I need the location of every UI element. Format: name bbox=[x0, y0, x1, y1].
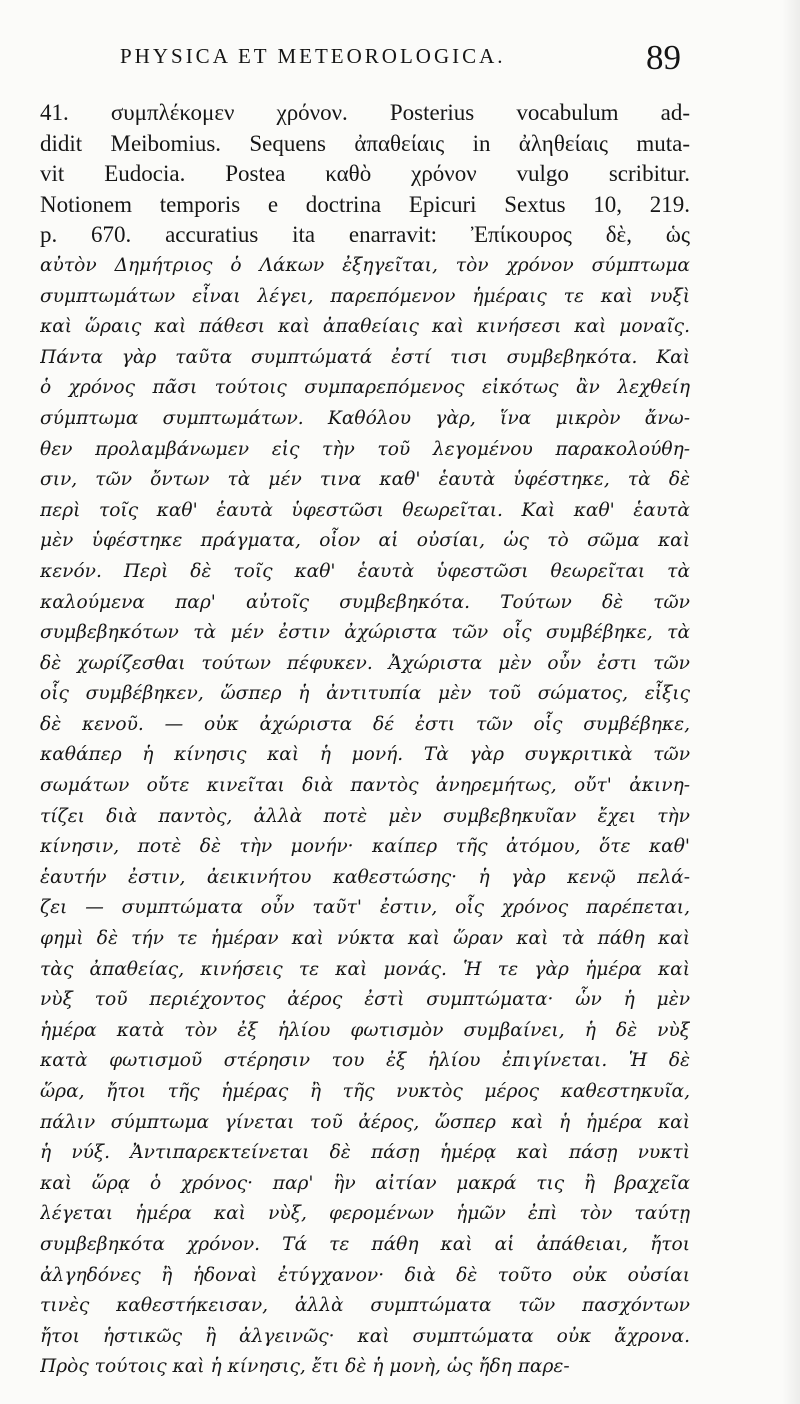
text-line: τινὲς καθεστήκεισαν, ἀλλὰ συμπτώματα τῶν πασχόντων bbox=[40, 1295, 690, 1317]
text-line: σιν, τῶν ὄντων τὰ μέν τινα καθ' ἑαυτὰ ὑφέστηκε, τὰ δὲ bbox=[40, 469, 690, 491]
text-line: τὰς ἀπαθείας, κινήσεις τε καὶ μονάς. Ἡ τε γὰρ ἡμέρα καὶ bbox=[40, 958, 690, 980]
text-line: 41. συμπλέκομεν χρόνον. Posterius vocabulum ad- bbox=[40, 100, 690, 125]
text-line: καὶ ὥρᾳ ὁ χρόνος· παρ' ἣν αἰτίαν μακρά τις ἢ βραχεῖα bbox=[40, 1172, 690, 1194]
text-line: κίνησιν, ποτὲ δὲ τὴν μονήν· καίπερ τῆς ἀτόμου, ὅτε καθ' bbox=[40, 836, 690, 858]
text-line: ἤτοι ἡστικῶς ἢ ἀλγεινῶς· καὶ συμπτώματα οὐκ ἄχρονα. bbox=[40, 1325, 690, 1347]
running-head: PHYSICA ET METEOROLOGICA. bbox=[120, 44, 506, 68]
text-line: περὶ τοῖς καθ' ἑαυτὰ ὑφεστῶσι θεωρεῖται. Καὶ καθ' ἑαυτὰ bbox=[40, 499, 690, 521]
text-line: ἡ νύξ. Ἀντιπαρεκτείνεται δὲ πάσῃ ἡμέρᾳ καὶ πάσῃ νυκτὶ bbox=[40, 1142, 690, 1164]
text-line: τίζει διὰ παντὸς, ἀλλὰ ποτὲ μὲν συμβεβηκυῖαν ἔχει τὴν bbox=[40, 805, 690, 827]
text-line: καθάπερ ἡ κίνησις καὶ ἡ μονή. Τὰ γὰρ συγκριτικὰ τῶν bbox=[40, 744, 690, 766]
text-line: συμπτωμάτων εἶναι λέγει, παρεπόμενον ἡμέραις τε καὶ νυξὶ bbox=[40, 285, 690, 307]
text-line: σωμάτων οὔτε κινεῖται διὰ παντὸς ἀνηρεμήτως, οὔτ' ἀκινη- bbox=[40, 775, 690, 797]
text-line: λέγεται ἡμέρα καὶ νὺξ, φερομένων ἡμῶν ἐπὶ τὸν ταύτῃ bbox=[40, 1203, 690, 1225]
text-line: καλούμενα παρ' αὐτοῖς συμβεβηκότα. Τούτων δὲ τῶν bbox=[40, 591, 690, 613]
text-line: ἀλγηδόνες ἢ ἡδοναὶ ἐτύγχανον· διὰ δὲ τοῦτο οὐκ οὐσίαι bbox=[40, 1264, 690, 1286]
text-line: κενόν. Περὶ δὲ τοῖς καθ' ἑαυτὰ ὑφεστῶσι θεωρεῖται τὰ bbox=[40, 560, 690, 582]
body-text bbox=[40, 98, 690, 1383]
text-line: Πάντα γὰρ ταῦτα συμπτώματά ἐστί τισι συμβεβηκότα. Καὶ bbox=[40, 346, 690, 368]
text-line: συμβεβηκότων τὰ μέν ἐστιν ἀχώριστα τῶν οἷς συμβέβηκε, τὰ bbox=[40, 622, 690, 644]
text-line: vit Eudocia. Postea καθὸ χρόνον vulgo scribitur. bbox=[40, 161, 690, 187]
text-line: p. 670. accuratius ita enarravit: Ἐπίκουρος δὲ, ὡς bbox=[40, 222, 690, 248]
text-line: αὐτὸν Δημήτριος ὁ Λάκων ἐξηγεῖται, τὸν χρόνον σύμπτωμα bbox=[40, 254, 690, 276]
text-line: μὲν ὑφέστηκε πράγματα, οἷον αἱ οὐσίαι, ὡς τὸ σῶμα καὶ bbox=[40, 530, 690, 552]
text-line: Πρὸς τούτοις καὶ ἡ κίνησις, ἔτι δὲ ἡ μονὴ, ὡς ἤδη παρε- bbox=[40, 1356, 570, 1378]
text-line: φημὶ δὲ τήν τε ἡμέραν καὶ νύκτα καὶ ὥραν καὶ τὰ πάθη καὶ bbox=[40, 928, 690, 950]
text-line: οἷς συμβέβηκεν, ὥσπερ ἡ ἀντιτυπία μὲν τοῦ σώματος, εἶξις bbox=[40, 683, 690, 705]
text-line: σύμπτωμα συμπτωμάτων. Καθόλου γὰρ, ἵνα μικρὸν ἄνω- bbox=[40, 407, 690, 429]
text-line: καὶ ὥραις καὶ πάθεσι καὶ ἀπαθείαις καὶ κινήσεσι καὶ μοναῖς. bbox=[40, 316, 690, 338]
text-line: Notionem temporis e doctrina Epicuri Sextus 10, 219. bbox=[40, 191, 690, 217]
text-line: νὺξ τοῦ περιέχοντος ἀέρος ἐστὶ συμπτώματα· ὧν ἡ μὲν bbox=[40, 989, 690, 1011]
text-line: πάλιν σύμπτωμα γίνεται τοῦ ἀέρος, ὥσπερ καὶ ἡ ἡμέρα καὶ bbox=[40, 1111, 690, 1133]
page-number: 89 bbox=[646, 38, 681, 77]
text-line: didit Meibomius. Sequens ἀπαθείαις in ἀληθείαις muta- bbox=[40, 130, 690, 156]
text-line: δὲ χωρίζεσθαι τούτων πέφυκεν. Ἀχώριστα μὲν οὖν ἐστι τῶν bbox=[40, 652, 690, 674]
text-line: ἑαυτήν ἐστιν, ἀεικινήτου καθεστώσης· ἡ γὰρ κενῷ πελά- bbox=[40, 866, 690, 888]
text-line: συμβεβηκότα χρόνον. Τά τε πάθη καὶ αἱ ἀπάθειαι, ἤτοι bbox=[40, 1233, 690, 1255]
text-line: ὥρα, ἤτοι τῆς ἡμέρας ἢ τῆς νυκτὸς μέρος καθεστηκυῖα, bbox=[40, 1081, 690, 1102]
text-line: ζει — συμπτώματα οὖν ταῦτ' ἐστιν, οἷς χρόνος παρέπεται, bbox=[40, 897, 690, 919]
text-line: ὁ χρόνος πᾶσι τούτοις συμπαρεπόμενος εἰκότως ἂν λεχθείη bbox=[40, 377, 690, 399]
page-edge-shadow bbox=[782, 0, 800, 1404]
text-line: ἡμέρα κατὰ τὸν ἐξ ἡλίου φωτισμὸν συμβαίνει, ἡ δὲ νὺξ bbox=[40, 1019, 690, 1041]
text-line: θεν προλαμβάνωμεν εἰς τὴν τοῦ λεγομένου παρακολούθη- bbox=[40, 438, 690, 460]
text-line: κατὰ φωτισμοῦ στέρησιν του ἐξ ἡλίου ἐπιγίνεται. Ἡ δὲ bbox=[40, 1050, 690, 1072]
text-line: δὲ κενοῦ. — οὐκ ἀχώριστα δέ ἐστι τῶν οἷς συμβέβηκε, bbox=[40, 713, 690, 735]
